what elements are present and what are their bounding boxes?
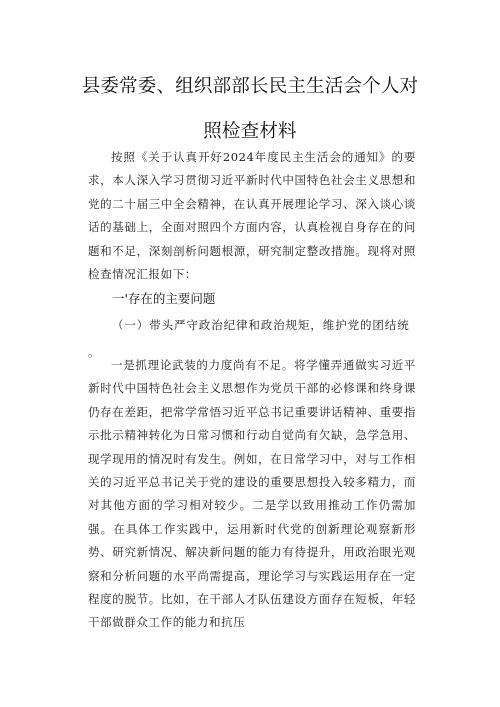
main-paragraph: 一是抓理论武装的力度尚有不足。将学懂弄通做实习近平新时代中国特色社会主义思想作为党员干部的必修课和终身课仍存在差距，把常学常悟习近平总书记重要讲话精神、重要指示批示精神转化为日常习惯和行动自觉尚有欠缺，急学急用、现学现用的情况时有发生。例如，在日常学习中，对与工作相关的习近平总书记关于党的建设的重要思想投入较多精力，而对其他方面的学习相对较少。二是学以致用推动工作仍需加强。在具体工作实践中，运用新时代党的创新理论观察新形势、研究新情况、解决新问题的能力有待提升，用政治眼光观察和分析问题的水平尚需提高，理论学习与实践运用存在一定程度的脱节。比如，在干部人才队伍建设方面存在短板，年轻干部做群众工作的能力和抗压 bbox=[88, 358, 416, 630]
document-title-line-2: 照检查材料 bbox=[203, 121, 297, 142]
section-heading: 一'存在的主要问题 bbox=[112, 291, 216, 306]
document-title-line-1: 县委常委、组织部部长民主生活会个人对 bbox=[81, 76, 419, 97]
subsection-heading: （一）带头严守政治纪律和政治规矩，维护党的团结统 bbox=[112, 318, 410, 332]
subsection-continuation: 。 bbox=[88, 345, 100, 359]
main-paragraph-block bbox=[88, 354, 416, 635]
intro-paragraph: 按照《关于认真开好2024年度民主生活会的通知》的要求，本人深入学习贯彻习近平新时代中国特色社会主义思想和党的二十届三中全会精神，在认真开展理论学习、深入谈心谈话的基础上，全面对照四个方面内容，认真检视自身存在的问题和不足，深刻剖析问题根源，研究制定整改措施。现将对照检查情况汇报如下： bbox=[88, 150, 416, 282]
intro-paragraph-block bbox=[88, 146, 416, 286]
